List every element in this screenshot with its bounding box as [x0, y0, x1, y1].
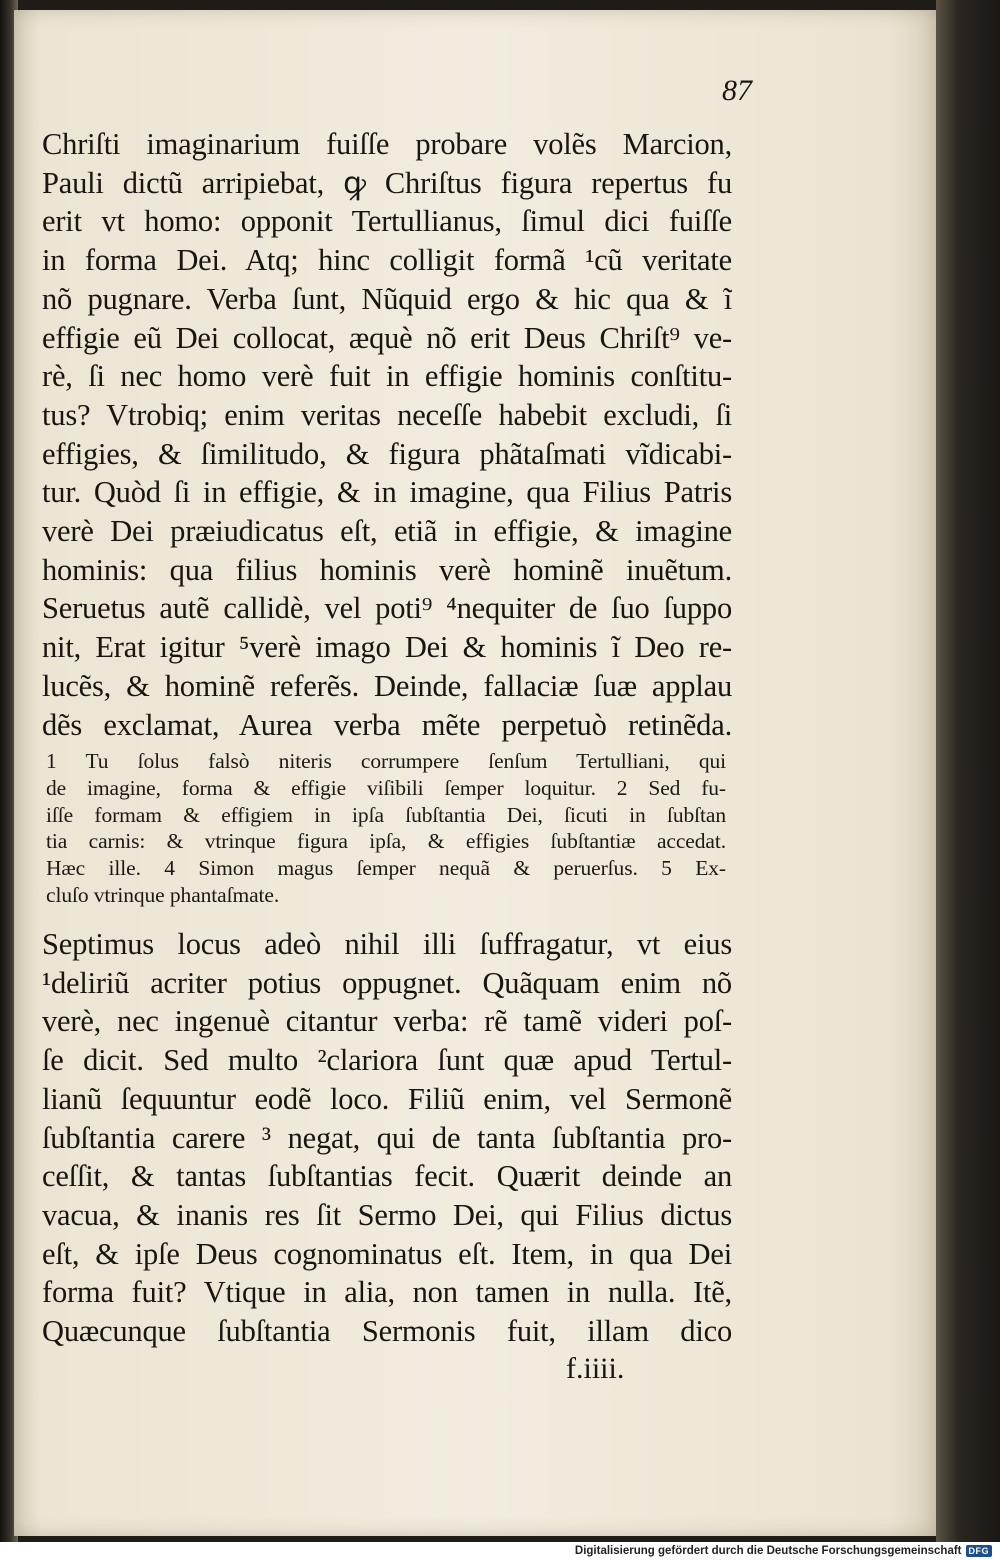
text-line: ſe dicit. Sed multo ²clariora ſunt quæ apud Tertul- [42, 1043, 732, 1078]
text-line: verè, nec ingenuè citantur verba: rẽ tamẽ videri poſ- [42, 1004, 732, 1039]
text-line: ceſſit, & tantas ſubſtantias fecit. Quærit deinde an [42, 1159, 732, 1194]
text-line: lucẽs, & hominẽ referẽs. Deinde, fallaciæ ſuæ applau [42, 668, 732, 703]
digitization-footer [575, 1542, 992, 1560]
text-line: rè, ſi nec homo verè fuit in effigie hominis conſtitu- [42, 359, 732, 394]
text-line: Quæcunque ſubſtantia Sermonis fuit, illam dico [42, 1314, 732, 1349]
text-line: erit vt homo: opponit Tertullianus, ſimul dici fuiſſe [42, 204, 732, 239]
text-line: forma fuit? Vtique in alia, non tamen in nulla. Itẽ, [42, 1275, 732, 1310]
note-line: cluſo vtrinque phantaſmate. [46, 882, 280, 907]
text-line: ¹deliriũ acriter potius oppugnet. Quãquam enim nõ [42, 965, 732, 1000]
text-line: tus? Vtrobiq; enim veritas neceſſe habebit excludi, ſi [42, 397, 732, 432]
text-line: ſubſtantia carere ³ negat, qui de tanta ſubſtantia pro- [42, 1120, 732, 1155]
dfg-logo-icon: DFG [966, 1545, 993, 1557]
note-line: iſſe formam & effigiem in ipſa ſubſtantia Dei, ſicuti in ſubſtan [46, 802, 726, 827]
text-line: vacua, & inanis res ſit Sermo Dei, qui Filius dictus [42, 1197, 732, 1232]
text-line: Pauli dictũ arripiebat, ꝙ Chriſtus figura repertus fu [42, 165, 732, 200]
text-line: Chriſti imaginarium fuiſſe probare volẽs Marcion, [42, 127, 732, 161]
text-line: effigie eũ Dei collocat, æquè nõ erit Deus Chriſt⁹ ve- [42, 320, 732, 355]
text-line: hominis: qua filius hominis verè hominẽ inuẽtum. [42, 552, 732, 587]
text-line: Septimus locus adeò nihil illi ſuffragatur, vt eius [42, 927, 732, 961]
text-line: dẽs exclamat, Aurea verba mẽte perpetuò retinẽda. [42, 707, 732, 742]
note-line: Hæc ille. 4 Simon magus ſemper nequã & peruerſus. 5 Ex- [46, 856, 726, 881]
footer-credit: Digitalisierung gefördert durch die Deutsche Forschungsgemeinschaft [574, 1545, 962, 1557]
text-line: effigies, & ſimilitudo, & figura phãtaſmati vĩdicabi- [42, 436, 732, 471]
page-number: 87 [722, 74, 752, 107]
text-line: nit, Erat igitur ⁵verè imago Dei & hominis ĩ Deo re- [42, 630, 732, 665]
text-line: eſt, & ipſe Deus cognominatus eſt. Item, in qua Dei [42, 1236, 732, 1271]
marginal-notes [46, 748, 726, 909]
second-text-block [42, 925, 732, 1351]
text-line: tur. Quòd ſi in effigie, & in imagine, qua Filius Patris [42, 475, 732, 510]
book-edge-right [936, 0, 1000, 1542]
note-line: tia carnis: & vtrinque figura ipſa, & effigies ſubſtantiæ accedat. [46, 829, 726, 854]
text-line: verè Dei præiudicatus eſt, etiã in effigie, & imagine [42, 514, 732, 549]
main-text-block [42, 125, 732, 744]
text-line: in forma Dei. Atq; hinc colligit formã ¹cũ veritate [42, 243, 732, 278]
text-line: nõ pugnare. Verba ſunt, Nũquid ergo & hic qua & ĩ [42, 281, 732, 316]
text-line: lianũ ſequuntur eodẽ loco. Filiũ enim, vel Sermonẽ [42, 1081, 732, 1116]
note-line: de imagine, forma & effigie viſibili ſemper loquitur. 2 Sed fu- [46, 775, 726, 800]
text-line: Seruetus autẽ callidè, vel poti⁹ ⁴nequiter de ſuo ſuppo [42, 591, 732, 626]
note-line: 1 Tu ſolus falsò niteris corrumpere ſenſum Tertulliani, qui [46, 749, 726, 773]
printer-signature: f.iiii. [566, 1352, 625, 1385]
